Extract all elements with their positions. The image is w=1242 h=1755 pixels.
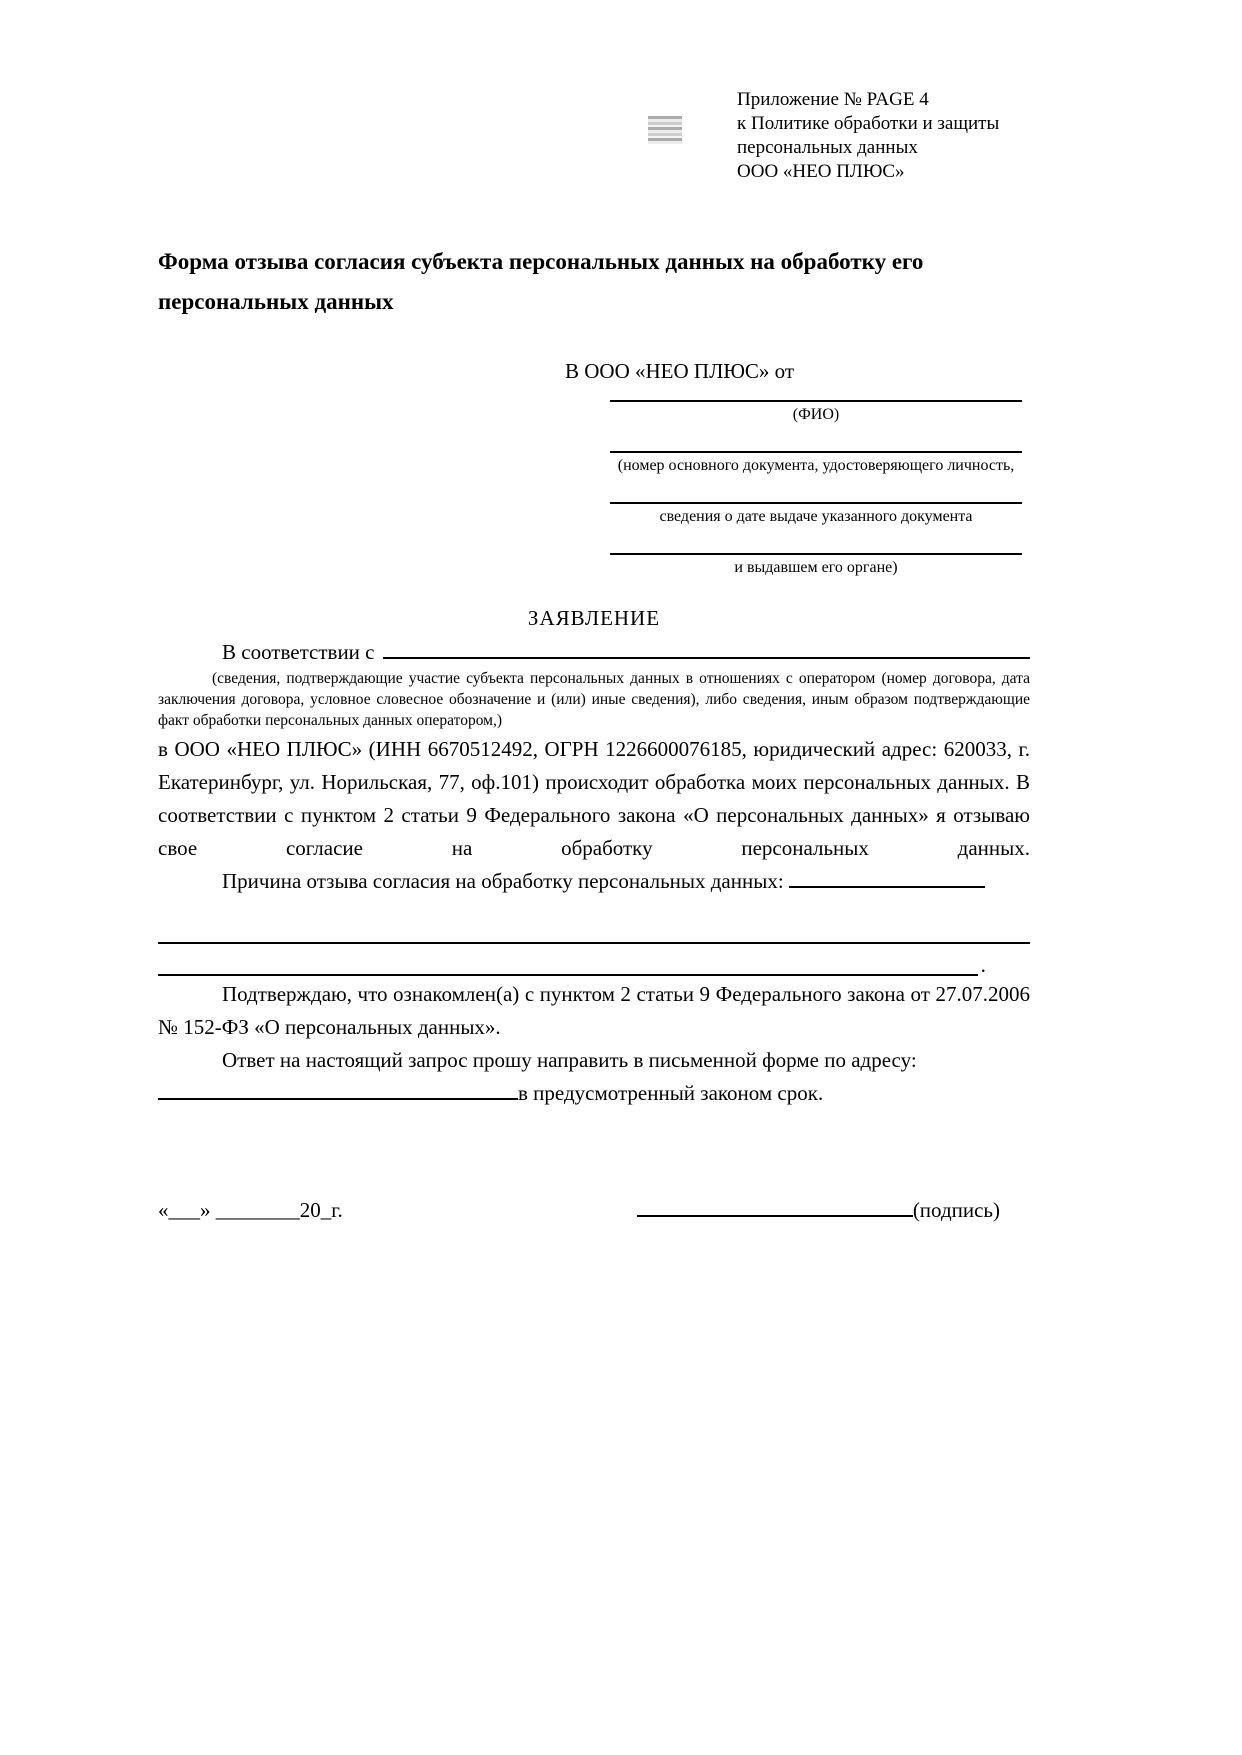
document-number-caption: (номер основного документа, удостоверяющего личность, xyxy=(617,457,1015,474)
footer-row xyxy=(158,1198,1030,1223)
addressee-fields xyxy=(610,384,1022,578)
fio-field xyxy=(610,384,1022,425)
issue-date-field xyxy=(610,482,1022,527)
document-number-blank-line xyxy=(610,431,1022,453)
annex-line: к Политике обработки и защиты xyxy=(737,113,1000,134)
issuing-authority-field xyxy=(610,533,1022,578)
reason-blank-block xyxy=(158,912,1030,976)
reason-blank-line-3-rule xyxy=(158,944,978,976)
fine-print-note: (сведения, подтверждающие участие субъекта персональных данных в отношениях с оператором (номер договора, дата заключения договора, условное словесное обозначение и (или) иные сведения), либо сведения, иным образом подтверждающие факт обработки персональных данных оператором,) xyxy=(158,670,1030,729)
issuing-authority-caption: и выдавшем его органе) xyxy=(734,559,898,576)
reply-suffix: в предусмотренный законом срок. xyxy=(518,1081,824,1105)
signature-group xyxy=(637,1198,1000,1223)
reply-request-line: Ответ на настоящий запрос прошу направить в письменной форме по адресу: xyxy=(222,1048,917,1072)
signature-blank-line xyxy=(637,1199,913,1217)
issuing-authority-blank-line xyxy=(610,533,1022,555)
fio-blank-line xyxy=(610,384,1022,402)
reply-address-line xyxy=(158,1077,1030,1110)
addressee-to-line: В ООО «НЕО ПЛЮС» от xyxy=(565,359,795,383)
signature-caption: (подпись) xyxy=(912,1198,1000,1222)
reason-blank-line xyxy=(789,870,985,888)
statement-heading: ЗАЯВЛЕНИЕ xyxy=(527,606,661,630)
document-number-field xyxy=(610,431,1022,476)
addressee-block xyxy=(158,358,1030,578)
reason-blank-line-2 xyxy=(158,912,1030,944)
sentence-period: . xyxy=(980,953,986,977)
reason-blank-line-3 xyxy=(158,944,1030,976)
issue-date-caption: сведения о дате выдаче указанного документа xyxy=(659,508,973,525)
issue-date-blank-line xyxy=(610,482,1022,504)
address-blank-line xyxy=(158,1082,518,1100)
annex-line: ООО «НЕО ПЛЮС» xyxy=(737,161,905,182)
date-blank-line: «___» ________20_г. xyxy=(158,1198,343,1222)
fio-caption: (ФИО) xyxy=(792,406,840,423)
embedded-object-icon xyxy=(648,116,682,144)
confirmation-paragraph: Подтверждаю, что ознакомлен(а) с пунктом 2 статьи 9 Федерального закона от 27.07.2006 № 152-ФЗ «О персональных данных». xyxy=(158,982,1030,1039)
reason-line xyxy=(158,865,1030,898)
annex-line: персональных данных xyxy=(737,137,918,158)
document-title: Форма отзыва согласия субъекта персональных данных на обработку его персональных данных xyxy=(158,249,924,314)
intro-blank-line xyxy=(383,641,1031,659)
annex-line: Приложение № PAGE 4 xyxy=(737,89,929,110)
intro-prefix: В соответствии с xyxy=(222,640,375,664)
annex-header xyxy=(737,88,1037,184)
intro-row xyxy=(158,640,1030,665)
reason-label: Причина отзыва согласия на обработку персональных данных: xyxy=(222,869,784,893)
statement-body: в ООО «НЕО ПЛЮС» (ИНН 6670512492, ОГРН 1226600076185, юридический адрес: 620033, г. Екатеринбург, ул. Норильская, 77, оф.101) происходит обработка моих персональных данных. В соответствии с пунктом 2 статьи 9 Федерального закона «О персональных данных» я отзываю свое согласие на обработку персональных данных. xyxy=(158,737,1030,860)
